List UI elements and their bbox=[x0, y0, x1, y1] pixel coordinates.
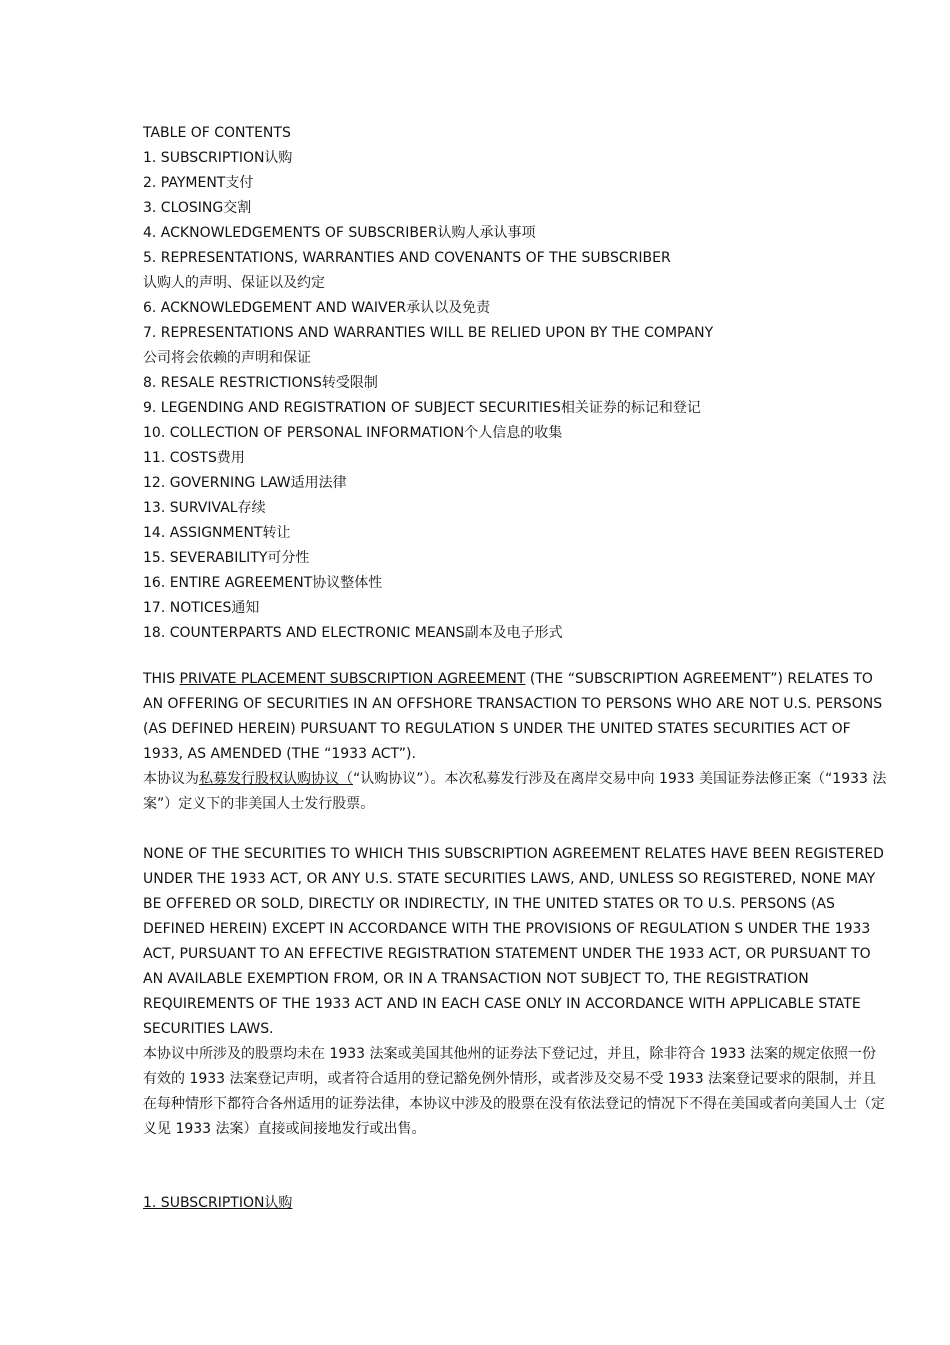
toc-item: 7. REPRESENTATIONS AND WARRANTIES WILL BE RELIED UPON BY THE COMPANY bbox=[143, 325, 714, 341]
toc-item: 13. SURVIVAL存续 bbox=[143, 500, 266, 516]
intro-english bbox=[143, 667, 888, 767]
toc-item: 6. ACKNOWLEDGEMENT AND WAIVER承认以及免责 bbox=[143, 300, 491, 316]
intro-chinese-lead: 本协议为 bbox=[143, 771, 199, 787]
securities-notice-paragraph bbox=[143, 842, 888, 1142]
toc-title: TABLE OF CONTENTS bbox=[143, 125, 291, 141]
agreement-title: PRIVATE PLACEMENT SUBSCRIPTION AGREEMENT bbox=[179, 671, 526, 687]
toc-item: 16. ENTIRE AGREEMENT协议整体性 bbox=[143, 575, 383, 591]
toc-item: 4. ACKNOWLEDGEMENTS OF SUBSCRIBER认购人承认事项 bbox=[143, 225, 536, 241]
intro-paragraph bbox=[143, 667, 888, 817]
notice-english: NONE OF THE SECURITIES TO WHICH THIS SUBSCRIPTION AGREEMENT RELATES HAVE BEEN REGISTERED UNDER THE 1933 ACT, OR ANY U.S. STATE SECURITIES LAWS, AND, UNLESS SO REGISTERED, NONE MAY BE OFFERED OR SOLD, DIRECTLY OR INDIRECTLY, IN THE UNITED STATES OR TO U.S. PERSONS (AS DEFINED HEREIN) EXCEPT IN ACCORDANCE WITH THE PROVISIONS OF REGULATION S UNDER THE 1933 ACT, PURSUANT TO AN EFFECTIVE REGISTRATION STATEMENT UNDER THE 1933 ACT, OR PURSUANT TO AN AVAILABLE EXEMPTION FROM, OR IN A TRANSACTION NOT SUBJECT TO, THE REGISTRATION REQUIREMENTS OF THE 1933 ACT AND IN EACH CASE ONLY IN ACCORDANCE WITH APPLICABLE STATE SECURITIES LAWS. bbox=[143, 846, 884, 1037]
table-of-contents bbox=[143, 121, 903, 646]
toc-item: 9. LEGENDING AND REGISTRATION OF SUBJECT SECURITIES相关证券的标记和登记 bbox=[143, 400, 701, 416]
intro-lead: THIS bbox=[143, 671, 180, 687]
toc-item-translation: 认购人的声明、保证以及约定 bbox=[143, 275, 325, 291]
toc-item: 3. CLOSING交割 bbox=[143, 200, 252, 216]
toc-item-translation: 公司将会依赖的声明和保证 bbox=[143, 350, 311, 366]
notice-chinese: 本协议中所涉及的股票均未在 1933 法案或美国其他州的证券法下登记过，并且，除非符合 1933 法案的规定依照一份有效的 1933 法案登记声明，或者符合适用的登记豁免例外情形，或者涉及交易不受 1933 法案登记要求的限制，并且在每种情形下都符合各州适用的证券法律，本协议中涉及的股票在没有依法登记的情况下不得在美国或者向美国人士（定义见 1933 法案）直接或间接地发行或出售。 bbox=[143, 1046, 885, 1137]
toc-item: 18. COUNTERPARTS AND ELECTRONIC MEANS副本及电子形式 bbox=[143, 625, 563, 641]
toc-item: 14. ASSIGNMENT转让 bbox=[143, 525, 291, 541]
intro-chinese-rest: “认购协议”）。本次私募发行涉及在离岸交易中向 1933 美国证券法修正案（“1933 法案”）定义下的非美国人士发行股票。 bbox=[143, 771, 887, 812]
toc-item: 1. SUBSCRIPTION认购 bbox=[143, 150, 293, 166]
toc-item: 11. COSTS费用 bbox=[143, 450, 245, 466]
toc-item: 8. RESALE RESTRICTIONS转受限制 bbox=[143, 375, 378, 391]
toc-item: 12. GOVERNING LAW适用法律 bbox=[143, 475, 347, 491]
intro-english-rest: (THE “SUBSCRIPTION AGREEMENT”) RELATES TO AN OFFERING OF SECURITIES IN AN OFFSHORE TRANSACTION TO PERSONS WHO ARE NOT U.S. PERSONS (AS DEFINED HEREIN) PURSUANT TO REGULATION S UNDER THE UNITED STATES SECURITIES ACT OF 1933, AS AMENDED (THE “1933 ACT”). bbox=[143, 671, 883, 762]
intro-chinese bbox=[143, 767, 888, 817]
toc-item: 2. PAYMENT支付 bbox=[143, 175, 254, 191]
toc-item: 15. SEVERABILITY可分性 bbox=[143, 550, 310, 566]
toc-item: 10. COLLECTION OF PERSONAL INFORMATION个人信息的收集 bbox=[143, 425, 563, 441]
toc-item: 17. NOTICES通知 bbox=[143, 600, 260, 616]
agreement-title-chinese: 私募发行股权认购协议（ bbox=[199, 771, 353, 787]
toc-item: 5. REPRESENTATIONS, WARRANTIES AND COVENANTS OF THE SUBSCRIBER bbox=[143, 250, 671, 266]
section-heading-subscription: 1. SUBSCRIPTION认购 bbox=[143, 1195, 293, 1211]
